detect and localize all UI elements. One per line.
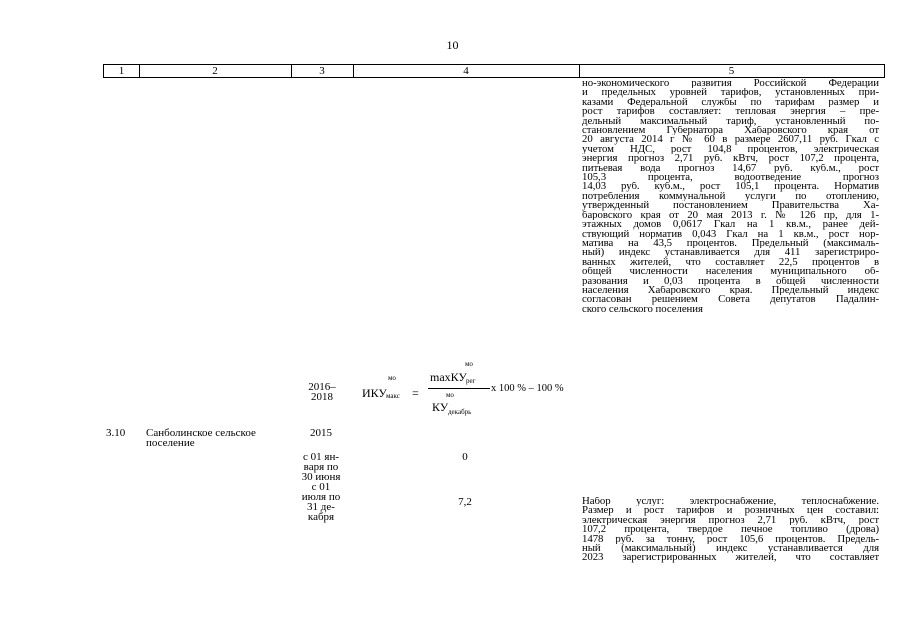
period-line: с 01 ян- [303, 451, 339, 463]
text-line: 105,3 процента, водоотведение прогноз [582, 173, 879, 183]
text-line: 107,2 процента, твердое печное топливо (дрова) [582, 525, 879, 535]
formula-den-sup: мо [446, 391, 454, 399]
formula-den-main: КУ [432, 400, 449, 414]
settlement-name-line: Санболинское сельское [146, 427, 256, 439]
formula-num-main: maxКУ [430, 370, 467, 384]
text-line: Размер и рост тарифов и розничных цен составил: [582, 506, 879, 516]
text-line: ный (максимальный) индекс устанавливается для [582, 544, 879, 554]
text-line: ный) индекс устанавливается для 411 зарегистриро- [582, 248, 879, 258]
formula-year-line: 2016– [308, 381, 336, 393]
text-line: этажных домов 0,0617 Гкал на 1 кв.м., ранее дей- [582, 220, 879, 230]
text-line: ствующий норматив 0,043 Гкал на 1 кв.м., рост нор- [582, 229, 879, 239]
table-header-row [103, 64, 885, 78]
text-line: 20 августа 2014 г № 60 в размере 2607,11 руб. Гкал с [582, 135, 879, 145]
formula-years [300, 382, 344, 402]
row-number: 3.10 [106, 427, 126, 439]
period-line: варя по [303, 461, 339, 473]
header-col-2: 2 [139, 65, 292, 77]
text-line: рост тарифов составляет: тепловая энергия – пре- [582, 107, 879, 117]
formula-den-sub: декабрь [448, 408, 472, 416]
text-line: учетом НДС, рост 104,8 процентов, электрическая [582, 144, 879, 155]
text-line: но-экономического развития Российской Федерации [582, 79, 879, 89]
formula-tail: х 100 % – 100 % [491, 383, 564, 394]
period-line: июля по [301, 491, 341, 503]
text-line: согласован решением Совета депутатов Падалин- [582, 295, 879, 305]
text-line: ванных жителей, что составляет 22,5 процентов в [582, 257, 879, 268]
header-col-1: 1 [104, 65, 140, 77]
text-line: населения Хабаровского края. Предельный индекс [582, 285, 879, 296]
formula-lhs-sup: мо [388, 374, 396, 382]
period-2 [296, 482, 346, 522]
text-line: Набор услуг: электроснабжение, теплоснабжение. [582, 497, 879, 507]
text-line: дельный максимальный тариф, установленный по- [582, 116, 879, 127]
settlement-name-line: поселение [146, 437, 195, 449]
settlement-name [146, 428, 296, 448]
text-line: 14,03 руб. куб.м., рост 105,1 процента. Норматив [582, 182, 879, 192]
text-line: потребления коммунальной услуги по отоплению, [582, 191, 879, 202]
text-line: утвержденный постановлением Правительства Ха- [582, 201, 879, 211]
text-line: 1478 руб. за тонну, рост 105,6 процентов. Предель- [582, 534, 879, 545]
formula-lhs-sub: макс [386, 392, 400, 400]
page-number: 10 [446, 38, 459, 52]
fraction-line [428, 388, 490, 389]
header-col-5: 5 [728, 65, 735, 77]
text-line: энергия прогноз 2,71 руб. кВтч, рост 107,2 процента, [582, 154, 879, 164]
period-line: кабря [307, 511, 335, 523]
period-line: 30 июня [301, 471, 341, 483]
col5-services-text [582, 497, 879, 563]
text-line: общей численности населения муниципального об- [582, 267, 879, 277]
header-col-3: 3 [291, 65, 354, 77]
period-1 [296, 452, 346, 482]
text-line: питьевая вода прогноз 14,67 руб. куб.м., рост [582, 163, 879, 174]
formula-num-sub: рег [466, 377, 476, 385]
formula-num-sup: мо [465, 360, 473, 368]
text-line: ского сельского поселения [582, 304, 703, 315]
text-line: матива на 43,5 процентов. Предельный (максималь- [582, 238, 879, 249]
text-line: 2023 зарегистрированных жителей, что составляет [582, 553, 879, 563]
formula-year-line: 2018 [311, 391, 333, 403]
index-formula [362, 358, 577, 418]
col5-continuation-text [582, 79, 879, 314]
formula-equals: = [412, 386, 419, 400]
text-line: баровского края от 20 мая 2013 г. № 126 пр, для 1- [582, 210, 879, 221]
row-year: 2015 [310, 427, 332, 439]
index-value-1: 0 [462, 451, 468, 463]
text-line: и предельных уровней тарифов, установленных при- [582, 88, 879, 98]
text-line: становлением Губернатора Хабаровского края от [582, 126, 879, 136]
period-line: 31 де- [307, 501, 335, 513]
text-line: казами Федеральной службы по тарифам размер и [582, 97, 879, 108]
formula-lhs-main: ИКУ [362, 386, 387, 400]
index-value-2: 7,2 [458, 496, 472, 508]
text-line: электрическая энергия прогноз 2,71 руб. кВтч, рост [582, 515, 879, 526]
header-col-4: 4 [353, 65, 580, 77]
text-line: разования и 0,03 процента в общей численности [582, 276, 879, 286]
period-line: с 01 [311, 481, 331, 493]
